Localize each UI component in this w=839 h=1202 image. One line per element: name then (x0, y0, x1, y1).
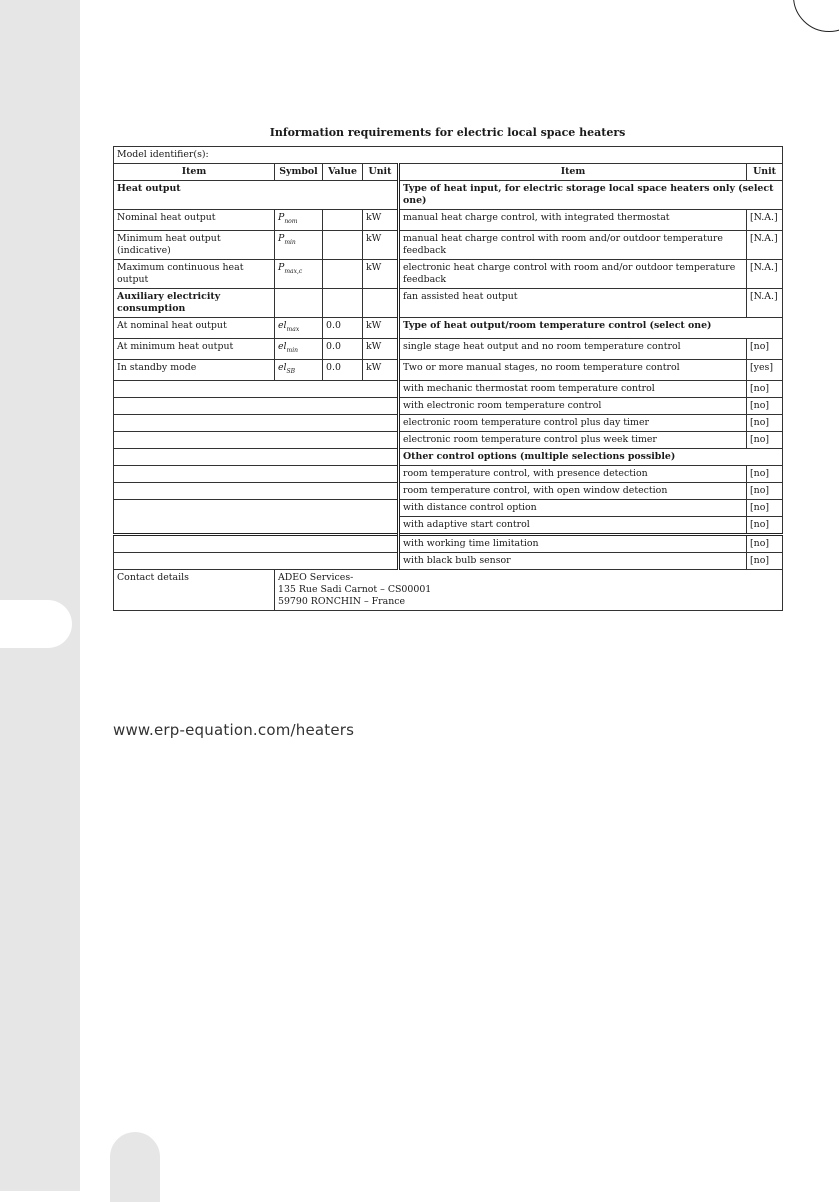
row-item-right: fan assisted heat output (399, 288, 747, 317)
table-row (114, 552, 783, 569)
table-row (114, 259, 783, 288)
contact-line: 135 Rue Sadi Carnot – CS00001 (278, 583, 432, 595)
row-symbol: $el_{SB}$ (275, 359, 323, 380)
row-unit-right: [no] (747, 397, 783, 414)
empty-left-cell (114, 465, 399, 482)
empty-left-cell (114, 380, 399, 397)
row-item-right: with mechanic thermostat room temperature control (399, 380, 747, 397)
row-symbol: $el_{min}$ (275, 338, 323, 359)
row-item-right: electronic room temperature control plus day timer (399, 414, 747, 431)
table-row (114, 465, 783, 482)
table-row (114, 397, 783, 414)
row-unit: kW (363, 338, 399, 359)
row-unit-right: [no] (747, 516, 783, 534)
table-row (114, 499, 783, 516)
row-item: At minimum heat output (114, 338, 275, 359)
row-item-right: with adaptive start control (399, 516, 747, 534)
row-value (323, 259, 363, 288)
contact-line: ADEO Services- (278, 571, 354, 583)
contact-address (275, 569, 783, 610)
empty-left-cell (114, 482, 399, 499)
row-symbol (275, 288, 323, 317)
empty-left-cell (114, 534, 399, 552)
document-title: Information requirements for electric local space heaters (269, 126, 626, 139)
row-unit: kW (363, 359, 399, 380)
empty-left-cell (114, 431, 399, 448)
row-symbol: $el_{max}$ (275, 317, 323, 338)
model-identifier-row (114, 147, 783, 164)
section-heat-input: Type of heat input, for electric storage local space heaters only (select one) (399, 181, 783, 210)
table-row (114, 431, 783, 448)
row-item: In standby mode (114, 359, 275, 380)
row-item: Maximum continuous heat output (114, 259, 275, 288)
row-unit-right: [no] (747, 465, 783, 482)
row-item: At nominal heat output (114, 317, 275, 338)
contact-row (114, 569, 783, 610)
row-symbol: $P_{max,c}$ (275, 259, 323, 288)
crop-mark (793, 0, 839, 32)
row-item: Nominal heat output (114, 210, 275, 231)
row-item-right: with electronic room temperature control (399, 397, 747, 414)
table-row (114, 230, 783, 259)
row-item-right: single stage heat output and no room temperature control (399, 338, 747, 359)
row-value (323, 288, 363, 317)
row-item-right: with distance control option (399, 499, 747, 516)
section-other-options: Other control options (multiple selections possible) (399, 448, 783, 465)
table-row (114, 380, 783, 397)
row-unit: kW (363, 210, 399, 231)
empty-left-cell (114, 552, 399, 569)
row-unit-right: [no] (747, 431, 783, 448)
row-unit-right: [N.A.] (747, 288, 783, 317)
row-symbol: $P_{min}$ (275, 230, 323, 259)
section-heat-output: Heat output (114, 181, 399, 210)
table-row (114, 181, 783, 210)
row-item: Minimum heat output (indicative) (114, 230, 275, 259)
empty-left-cell (114, 499, 399, 534)
contact-line: 59790 RONCHIN – France (278, 595, 406, 607)
row-item-right: Two or more manual stages, no room temperature control (399, 359, 747, 380)
row-unit-right: [no] (747, 534, 783, 552)
table-header-row (114, 164, 783, 181)
row-unit: kW (363, 317, 399, 338)
footer-url: www.erp-equation.com/heaters (113, 721, 355, 739)
table-row (114, 482, 783, 499)
side-page-tab (0, 600, 72, 648)
row-unit-right: [no] (747, 380, 783, 397)
row-value (323, 230, 363, 259)
row-item-right: manual heat charge control, with integrated thermostat (399, 210, 747, 231)
row-item-right: room temperature control, with presence detection (399, 465, 747, 482)
row-item-right: manual heat charge control with room and/or outdoor temperature feedback (399, 230, 747, 259)
row-item-right: electronic room temperature control plus week timer (399, 431, 747, 448)
section-heat-output-control: Type of heat output/room temperature control (select one) (399, 317, 783, 338)
model-identifier-label: Model identifier(s): (114, 147, 783, 164)
header-symbol: Symbol (275, 164, 323, 181)
row-item-right: with working time limitation (399, 534, 747, 552)
row-unit-right: [no] (747, 414, 783, 431)
row-value: 0.0 (323, 338, 363, 359)
row-unit-right: [no] (747, 552, 783, 569)
row-unit-right: [N.A.] (747, 210, 783, 231)
row-item-right: electronic heat charge control with room and/or outdoor temperature feedback (399, 259, 747, 288)
row-symbol: $P_{nom}$ (275, 210, 323, 231)
row-unit-right: [N.A.] (747, 259, 783, 288)
contact-label: Contact details (114, 569, 275, 610)
table-row (114, 210, 783, 231)
table-row (114, 414, 783, 431)
table-row (114, 288, 783, 317)
header-unit: Unit (363, 164, 399, 181)
row-unit-right: [N.A.] (747, 230, 783, 259)
row-unit-right: [no] (747, 338, 783, 359)
side-margin-strip (0, 0, 80, 1191)
table-row (114, 534, 783, 552)
header-unit-right: Unit (747, 164, 783, 181)
row-value (323, 210, 363, 231)
table-row (114, 338, 783, 359)
row-unit (363, 288, 399, 317)
row-unit-right: [yes] (747, 359, 783, 380)
table-row (114, 317, 783, 338)
info-requirements-table (113, 146, 783, 611)
empty-left-cell (114, 414, 399, 431)
row-item-right: room temperature control, with open window detection (399, 482, 747, 499)
bottom-page-tab (110, 1132, 160, 1202)
row-unit-right: [no] (747, 499, 783, 516)
table-row (114, 448, 783, 465)
header-value: Value (323, 164, 363, 181)
table-row (114, 359, 783, 380)
row-value: 0.0 (323, 359, 363, 380)
row-unit: kW (363, 259, 399, 288)
header-item-right: Item (399, 164, 747, 181)
empty-left-cell (114, 448, 399, 465)
row-unit: kW (363, 230, 399, 259)
header-item: Item (114, 164, 275, 181)
row-value: 0.0 (323, 317, 363, 338)
row-unit-right: [no] (747, 482, 783, 499)
row-item-right: with black bulb sensor (399, 552, 747, 569)
section-aux: Auxiliary electricity consumption (114, 288, 275, 317)
empty-left-cell (114, 397, 399, 414)
